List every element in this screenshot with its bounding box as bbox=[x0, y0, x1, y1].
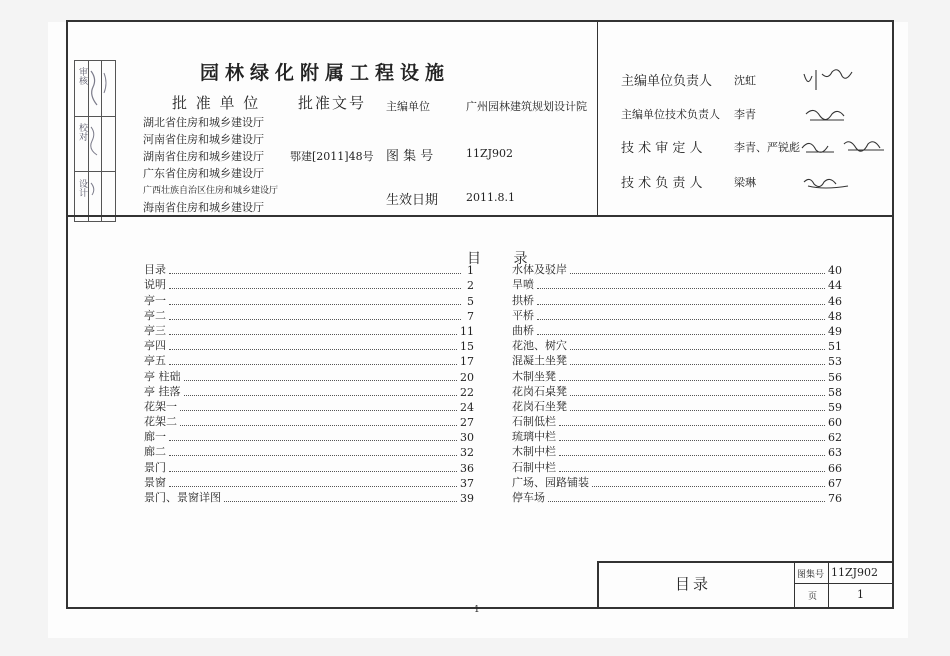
toc-entry: 混凝土坐凳 53 bbox=[512, 354, 842, 369]
toc-entry: 廊二 32 bbox=[144, 445, 474, 460]
toc-entry: 亭 挂落 22 bbox=[144, 384, 474, 399]
atlas-number-label: 图 集 号 bbox=[386, 149, 434, 164]
toc-entry: 花池、树穴 51 bbox=[512, 339, 842, 354]
stamp-label: 审核 bbox=[77, 67, 87, 85]
toc-entry: 目录 1 bbox=[144, 263, 474, 278]
title-block-separator bbox=[597, 20, 598, 216]
toc-entry: 亭二 7 bbox=[144, 308, 474, 323]
toc-entry: 亭三 11 bbox=[144, 323, 474, 338]
page-number: 1 bbox=[474, 605, 480, 615]
toc-right-column bbox=[512, 262, 842, 505]
responsible-name: 李青、严锐彪 bbox=[734, 141, 800, 154]
toc-entry: 景门 36 bbox=[144, 460, 474, 475]
editor-value: 广州园林建筑规划设计院 bbox=[466, 100, 587, 113]
toc-entry: 亭五 17 bbox=[144, 354, 474, 369]
toc-left-column bbox=[144, 262, 474, 505]
approve-unit-label: 批 准 单 位 bbox=[172, 94, 261, 112]
toc-entry: 停车场 76 bbox=[512, 491, 842, 505]
stamp-label: 校对 bbox=[77, 123, 87, 141]
approve-unit: 广西壮族自治区住房和城乡建设厅 bbox=[143, 186, 279, 196]
toc-entry: 花架二 27 bbox=[144, 415, 474, 430]
approve-unit: 海南省住房和城乡建设厅 bbox=[143, 201, 264, 214]
effective-date-value: 2011.8.1 bbox=[466, 191, 515, 204]
approve-doc-number: 鄂建[2011]48号 bbox=[290, 150, 374, 163]
responsible-role: 技 术 负 责 人 bbox=[621, 176, 703, 191]
toc-entry: 花岗石桌凳 58 bbox=[512, 384, 842, 399]
approve-doc-label: 批准文号 bbox=[298, 94, 367, 112]
toc-entry: 木制中栏 63 bbox=[512, 445, 842, 460]
toc-entry: 花岗石坐凳 59 bbox=[512, 399, 842, 414]
toc-entry: 亭一 5 bbox=[144, 293, 474, 308]
responsible-name: 沈虹 bbox=[734, 74, 756, 87]
toc-entry: 廊一 30 bbox=[144, 430, 474, 445]
footer-title-block bbox=[597, 561, 894, 609]
signature-image bbox=[800, 66, 862, 94]
toc-title: 目 录 bbox=[467, 251, 542, 267]
toc-entry: 广场、园路铺装 67 bbox=[512, 475, 842, 490]
toc-entry: 拱桥 46 bbox=[512, 293, 842, 308]
responsible-role: 主编单位技术负责人 bbox=[621, 108, 720, 121]
toc-entry: 琉璃中栏 62 bbox=[512, 430, 842, 445]
effective-date-label: 生效日期 bbox=[386, 193, 439, 208]
approve-unit: 湖北省住房和城乡建设厅 bbox=[143, 116, 264, 129]
approve-unit: 河南省住房和城乡建设厅 bbox=[143, 133, 264, 146]
editor-label: 主编单位 bbox=[386, 100, 430, 113]
signature-image bbox=[800, 170, 862, 194]
responsible-name: 李青 bbox=[734, 108, 756, 121]
toc-entry: 景窗 37 bbox=[144, 475, 474, 490]
title-block-divider bbox=[66, 215, 894, 217]
toc-entry: 石制低栏 60 bbox=[512, 415, 842, 430]
page-value: 1 bbox=[857, 588, 864, 601]
toc-entry: 亭四 15 bbox=[144, 339, 474, 354]
stamp-label: 设计 bbox=[77, 179, 87, 197]
toc-entry: 说明 2 bbox=[144, 278, 474, 293]
toc-entry: 景门、景窗详图 39 bbox=[144, 491, 474, 505]
sheet-title: 目录 bbox=[675, 575, 712, 593]
atlas-number-value: 11ZJ902 bbox=[466, 147, 514, 160]
toc-entry: 平桥 48 bbox=[512, 308, 842, 323]
atlas-no-value: 11ZJ902 bbox=[831, 566, 879, 579]
approve-unit: 广东省住房和城乡建设厅 bbox=[143, 167, 264, 180]
toc-entry: 旱喷 44 bbox=[512, 278, 842, 293]
signature-image bbox=[800, 102, 862, 126]
responsible-role: 主编单位负责人 bbox=[621, 74, 713, 89]
toc-entry: 曲桥 49 bbox=[512, 323, 842, 338]
atlas-title: 园林绿化附属工程设施 bbox=[200, 62, 451, 84]
signature-image bbox=[800, 134, 890, 158]
responsible-role: 技 术 审 定 人 bbox=[621, 141, 703, 156]
toc-entry: 水体及驳岸 40 bbox=[512, 263, 842, 278]
page-label: 页 bbox=[808, 592, 818, 602]
approve-unit: 湖南省住房和城乡建设厅 bbox=[143, 150, 264, 163]
responsible-name: 梁琳 bbox=[734, 176, 756, 189]
approval-stamp-strip bbox=[74, 60, 116, 222]
toc-entry: 木制坐凳 56 bbox=[512, 369, 842, 384]
toc-entry: 花架一 24 bbox=[144, 399, 474, 414]
toc-entry: 亭 柱础 20 bbox=[144, 369, 474, 384]
atlas-no-label: 图集号 bbox=[797, 570, 825, 580]
toc-entry: 石制中栏 66 bbox=[512, 460, 842, 475]
